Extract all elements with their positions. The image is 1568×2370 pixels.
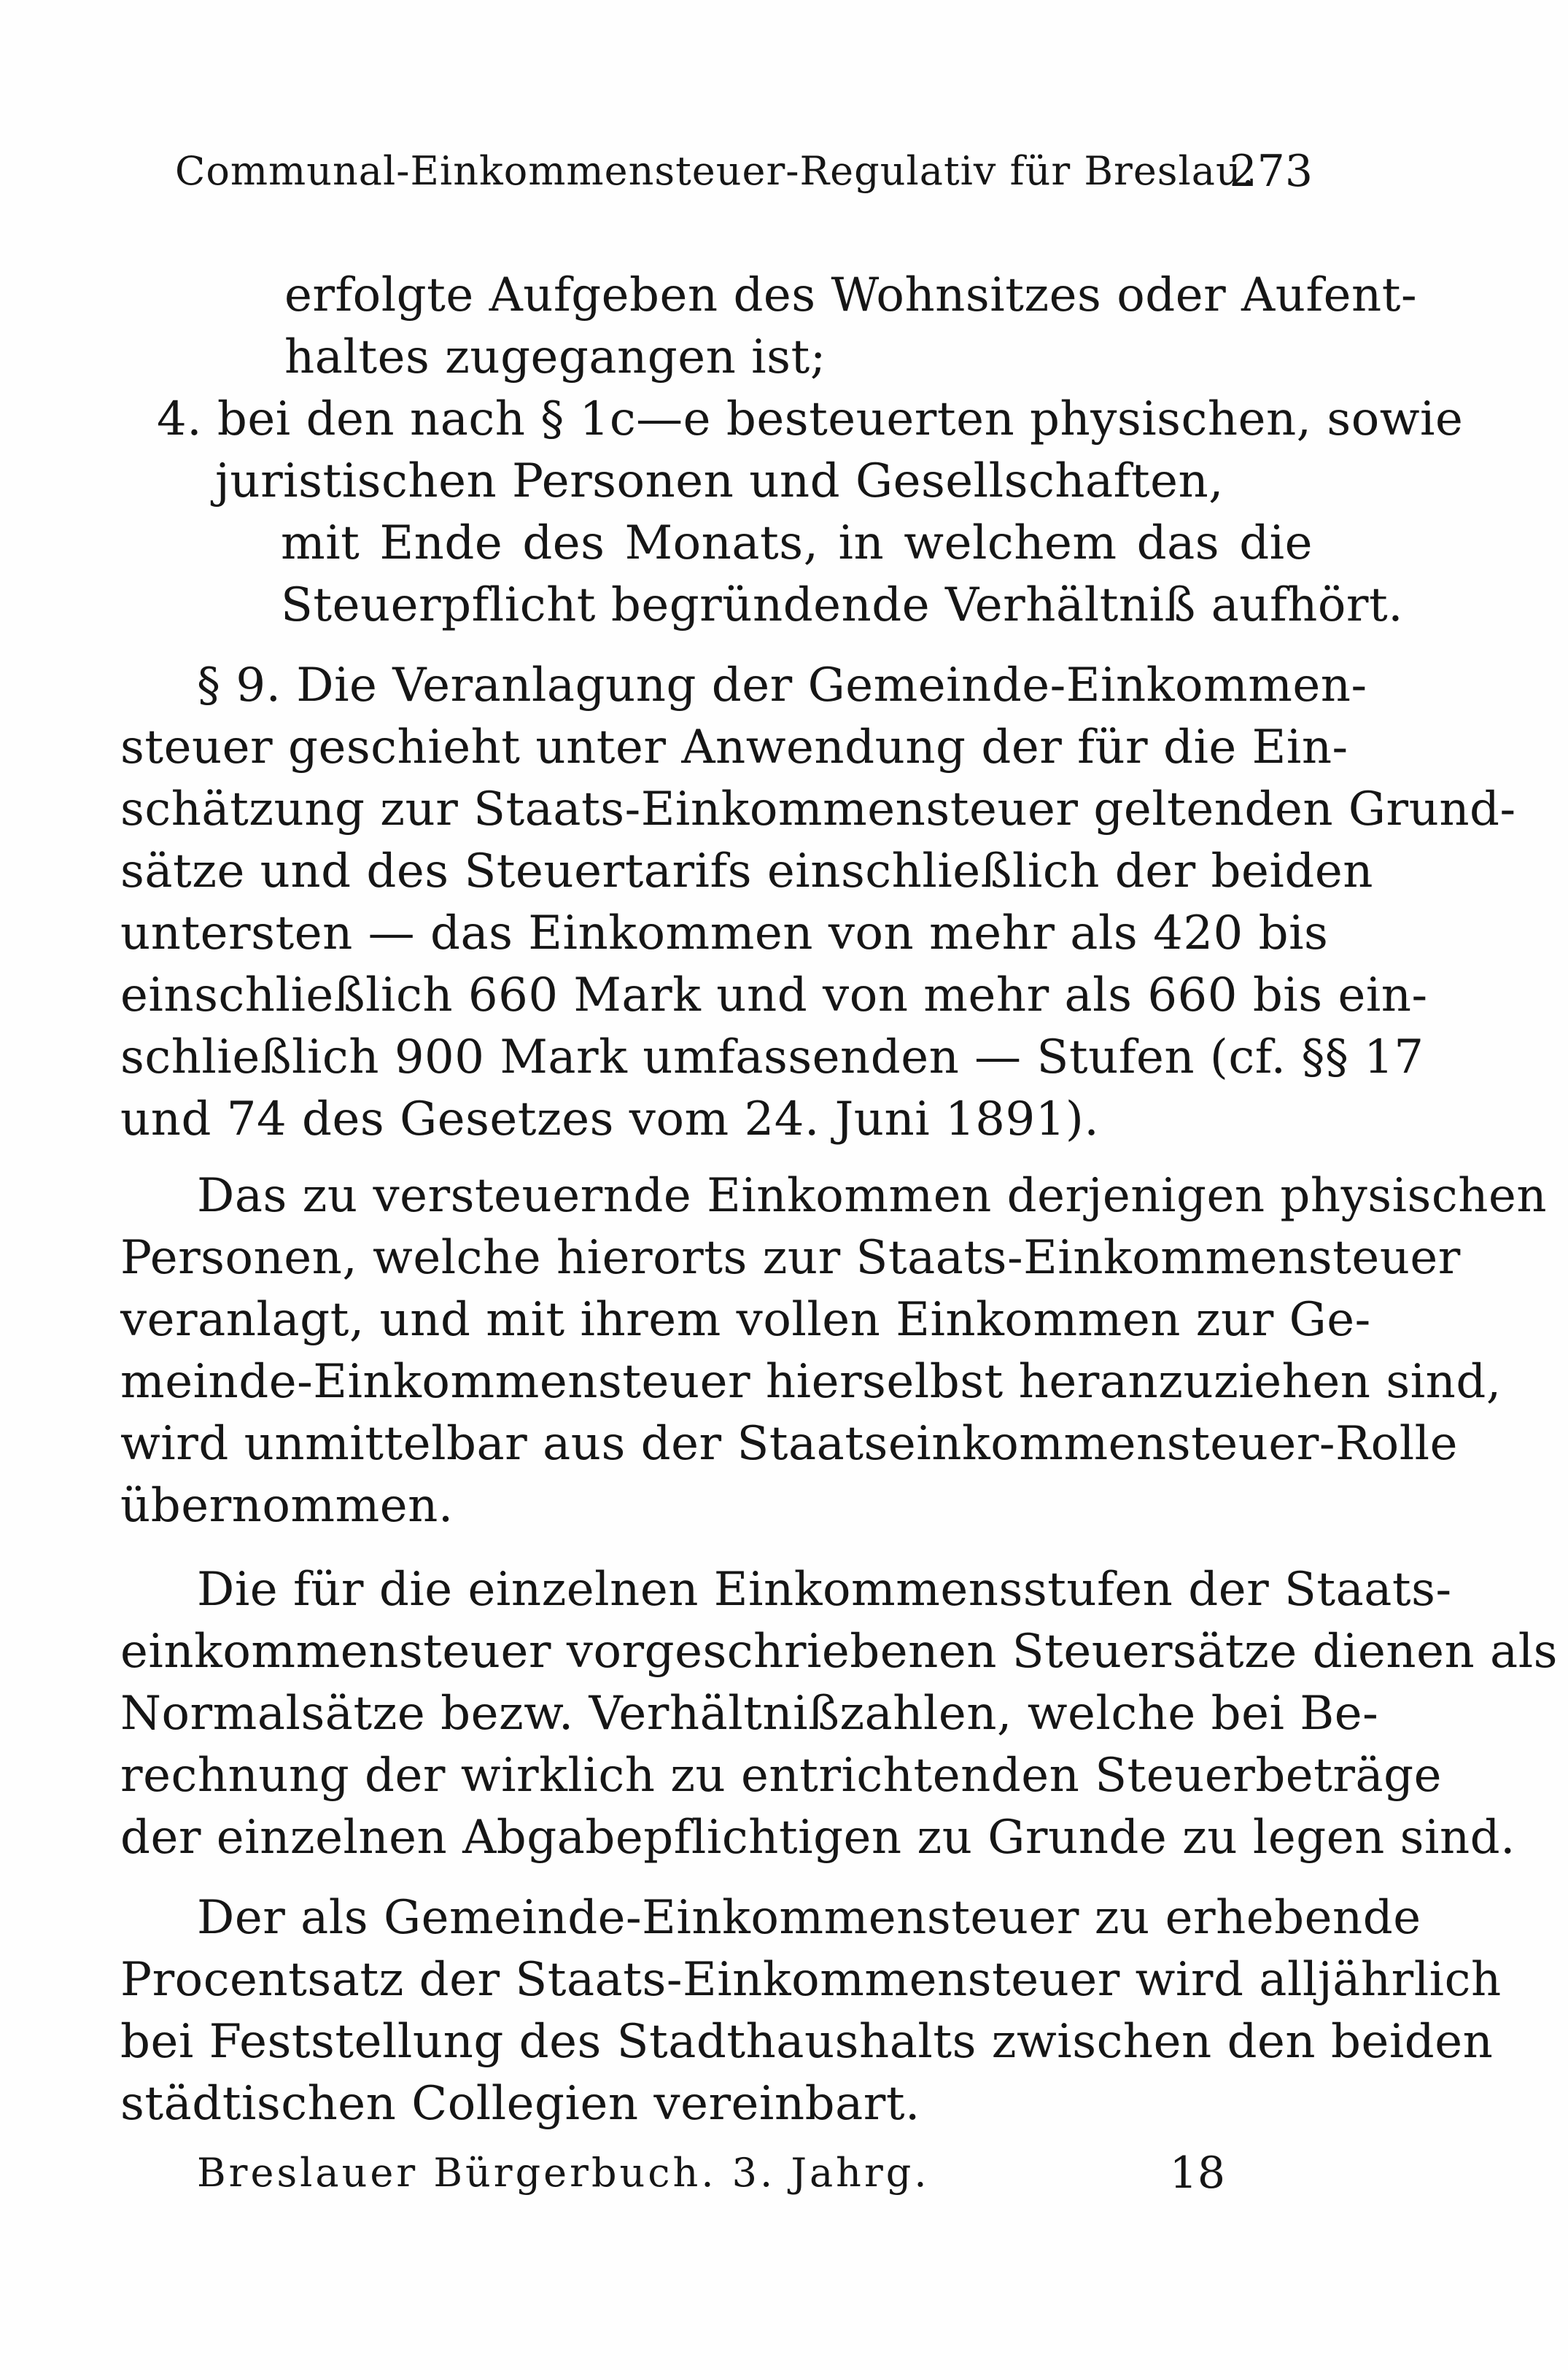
paragraph-line: der einzelnen Abgabepflichtigen zu Grunde zu legen sind.: [120, 1811, 1515, 1865]
section-9-line: sätze und des Steuertarifs einschließlich der beiden: [120, 844, 1373, 898]
list-item-4-line: Steuerpflicht begründende Verhältniß aufhört.: [281, 578, 1404, 632]
paragraph-line: Der als Gemeinde-Einkommensteuer zu erhebende: [197, 1891, 1421, 1945]
paragraph-line: Normalsätze bezw. Verhältnißzahlen, welche bei Be-: [120, 1687, 1379, 1741]
section-9-line: steuer geschieht unter Anwendung der für die Ein-: [120, 720, 1348, 774]
list-item-4-line: 4. bei den nach § 1c—e besteuerten physischen, sowie: [157, 392, 1464, 446]
list-item-4-line: juristischen Personen und Gesellschaften,: [215, 454, 1224, 508]
running-head: [175, 139, 1313, 204]
paragraph-line: Die für die einzelnen Einkommensstufen der Staats-: [197, 1563, 1452, 1617]
page-number: 273: [1229, 146, 1313, 197]
paragraph-line: meinde-Einkommensteuer hierselbst heranzuziehen sind,: [120, 1355, 1502, 1409]
paragraph-line: Das zu versteuernde Einkommen derjenigen physischen: [197, 1169, 1548, 1223]
text-line: erfolgte Aufgeben des Wohnsitzes oder Aufent-: [284, 268, 1418, 322]
paragraph-line: bei Feststellung des Stadthaushalts zwischen den beiden: [120, 2015, 1494, 2069]
text-line: haltes zugegangen ist;: [284, 330, 826, 384]
paragraph-line: übernommen.: [120, 1479, 454, 1533]
section-9-line: einschließlich 660 Mark und von mehr als 660 bis ein-: [120, 968, 1428, 1022]
paragraph-line: Procentsatz der Staats-Einkommensteuer wird alljährlich: [120, 1953, 1502, 2007]
section-9-line: schließlich 900 Mark umfassenden — Stufen (cf. §§ 17: [120, 1030, 1424, 1084]
sheet-number: 18: [1169, 2148, 1225, 2199]
section-9-line: § 9. Die Veranlagung der Gemeinde-Einkommen-: [197, 658, 1367, 712]
section-9-line: untersten — das Einkommen von mehr als 420 bis: [120, 906, 1329, 960]
paragraph-line: rechnung der wirklich zu entrichtenden Steuerbeträge: [120, 1749, 1442, 1803]
section-9-line: schätzung zur Staats-Einkommensteuer geltenden Grund-: [120, 782, 1516, 836]
paragraph-line: einkommensteuer vorgeschriebenen Steuersätze dienen als: [120, 1625, 1558, 1679]
page-footer: [197, 2140, 1225, 2206]
paragraph-line: städtischen Collegien vereinbart.: [120, 2077, 920, 2131]
running-head-title: Communal-Einkommensteuer-Regulativ für Breslau.: [175, 148, 1255, 194]
list-item-4-line: mit Ende des Monats, in welchem das die: [281, 516, 1313, 570]
paragraph-line: Personen, welche hierorts zur Staats-Einkommensteuer: [120, 1231, 1461, 1285]
section-9-line: und 74 des Gesetzes vom 24. Juni 1891).: [120, 1092, 1100, 1146]
paragraph-line: wird unmittelbar aus der Staatseinkommensteuer-Rolle: [120, 1417, 1458, 1471]
footer-signature: Breslauer Bürgerbuch. 3. Jahrg.: [197, 2150, 930, 2196]
paragraph-line: veranlagt, und mit ihrem vollen Einkommen zur Ge-: [120, 1293, 1371, 1347]
